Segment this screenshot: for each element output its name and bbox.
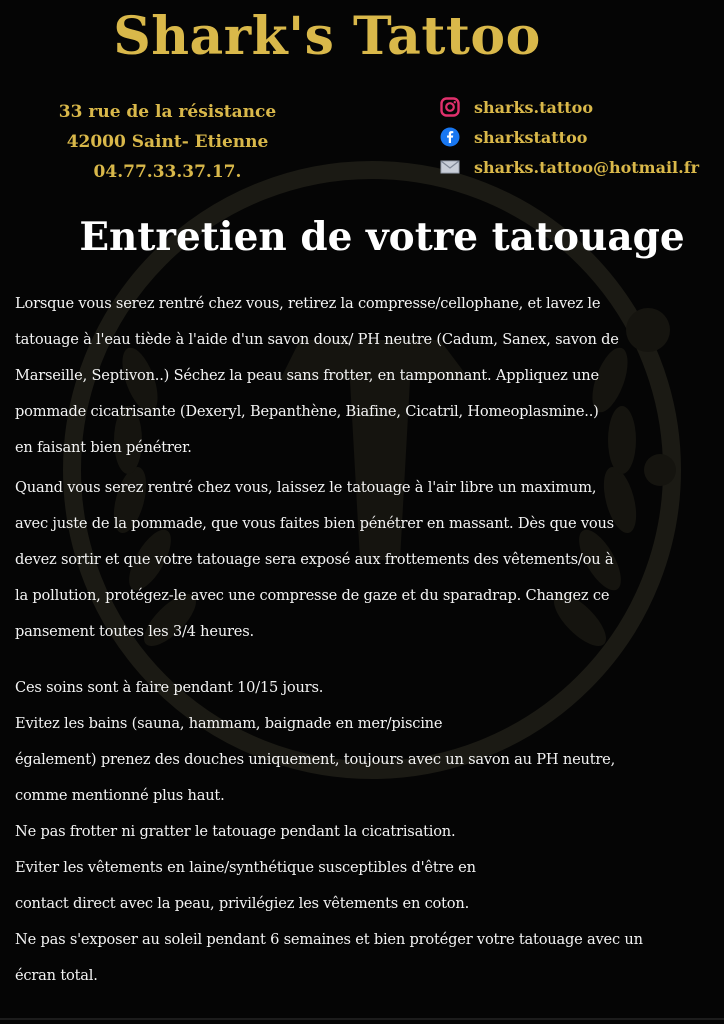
facebook-handle[interactable]: sharkstattoo [474,127,588,147]
text-line: tatouage à l'eau tiède à l'aide d'un savon doux/ PH neutre (Cadum, Sanex, savon de [15,331,619,348]
email-address[interactable]: sharks.tattoo@hotmail.fr [474,157,700,177]
text-line: également) prenez des douches uniquement, toujours avec un savon au PH neutre, [15,751,616,768]
instagram-icon [438,95,462,119]
address-city: 42000 Saint- Etienne [66,132,269,152]
text-line: Ces soins sont à faire pendant 10/15 jours. [15,679,324,696]
text-line: devez sortir et que votre tatouage sera exposé aux frottements des vêtements/ou à [15,551,614,568]
text-line: Ne pas frotter ni gratter le tatouage pendant la cicatrisation. [15,823,456,840]
instagram-contact[interactable] [438,92,722,122]
facebook-icon [438,125,462,149]
page-title: Entretien de votre tatouage [79,214,685,260]
text-line: Marseille, Septivon..) Séchez la peau sans frotter, en tamponnant. Appliquez une [15,367,599,384]
text-line: Ne pas s'exposer au soleil pendant 6 semaines et bien protéger votre tatouage avec un [15,931,643,948]
paragraph-after-session [15,286,715,466]
text-line: pansement toutes les 3/4 heures. [15,623,254,640]
facebook-contact[interactable] [438,122,722,152]
paragraph-daily-care [15,470,715,650]
text-line: écran total. [15,967,98,984]
text-line: pommade cicatrisante (Dexeryl, Bepanthène, Biafine, Cicatril, Homeoplasmine..) [15,403,599,420]
shop-address [40,97,295,187]
text-line: la pollution, protégez-le avec une compresse de gaze et du sparadrap. Changez ce [15,587,610,604]
text-line: Evitez les bains (sauna, hammam, baignade en mer/piscine [15,715,443,732]
paragraph-precautions [15,670,715,994]
text-line: contact direct avec la peau, privilégiez les vêtements en coton. [15,895,470,912]
text-line: Eviter les vêtements en laine/synthétique susceptibles d'être en [15,859,476,876]
address-street: 33 rue de la résistance [58,102,277,122]
text-line: Quand vous serez rentré chez vous, laissez le tatouage à l'air libre un maximum, [15,479,597,496]
text-line: avec juste de la pommade, que vous faites bien pénétrer en massant. Dès que vous [15,515,614,532]
text-line: comme mentionné plus haut. [15,787,225,804]
email-icon [438,155,462,179]
email-contact[interactable] [438,152,722,182]
instagram-handle[interactable]: sharks.tattoo [474,97,593,117]
care-instructions [15,286,715,994]
page-divider [0,1018,724,1020]
text-line: Lorsque vous serez rentré chez vous, retirez la compresse/cellophane, et lavez le [15,295,601,312]
address-phone[interactable]: 04.77.33.37.17. [93,162,242,182]
shop-name: Shark's Tattoo [113,6,541,67]
text-line: en faisant bien pénétrer. [15,439,192,456]
social-contacts [438,92,722,182]
